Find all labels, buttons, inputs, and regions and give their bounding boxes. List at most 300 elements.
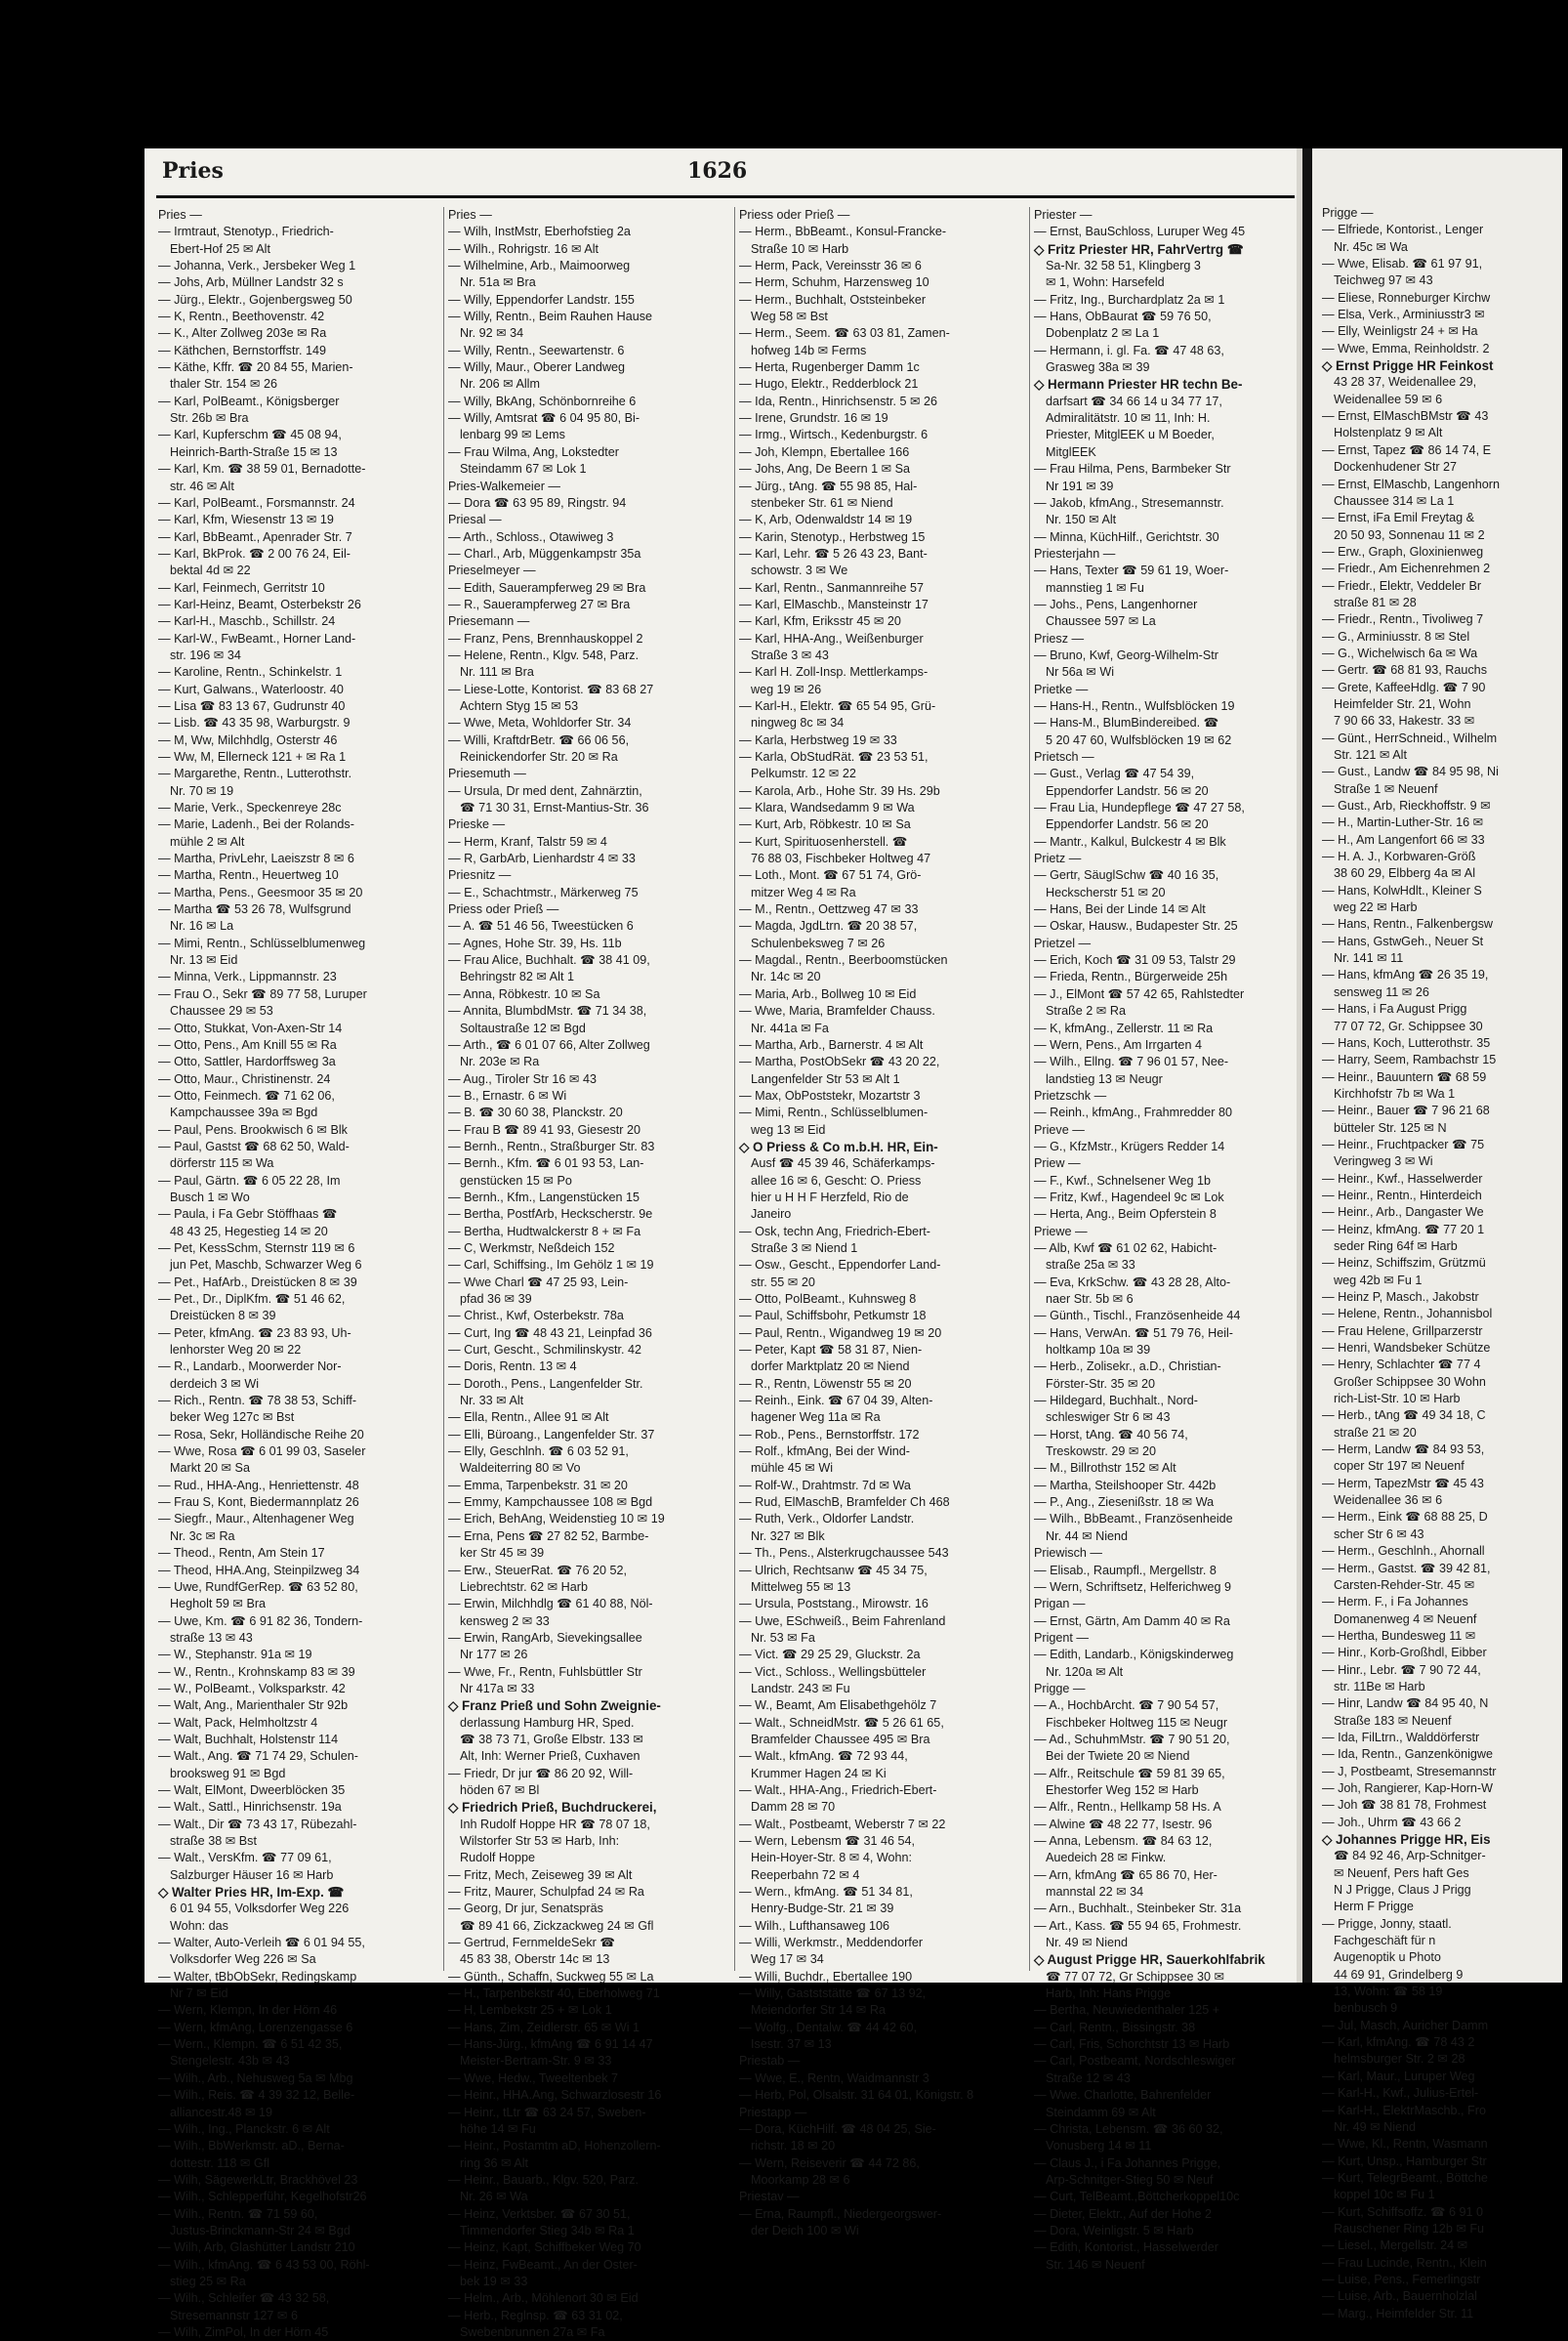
- directory-entry-line: — Minna, Verk., Lippmannstr. 23: [158, 970, 337, 984]
- directory-entry-line: — Karl, HHA-Ang., Weißenburger: [739, 631, 924, 646]
- directory-entry-line: — R., Sauerampferweg 27 ✉ Bra: [448, 597, 631, 611]
- directory-entry-line: — Herm, Schuhm, Harzensweg 10: [739, 275, 929, 290]
- directory-entry-line: — Wern, Klempn, In der Hörn 46: [158, 2003, 338, 2018]
- directory-entry-line: Prigge —: [1322, 206, 1374, 220]
- column-3: [734, 207, 1024, 2237]
- directory-entry-line: Henry-Budge-Str. 21 ✉ 39: [751, 1902, 894, 1916]
- directory-entry-line: — Herm., Eink ☎ 68 88 25, D: [1322, 1510, 1488, 1525]
- directory-entry-line: — Charl., Arb, Müggenkampstr 35a: [448, 546, 641, 561]
- directory-entry-line: — Doris, Rentn. 13 ✉ 4: [448, 1359, 577, 1374]
- directory-entry-line: — Karl-H., Elektr. ☎ 65 54 95, Grü-: [739, 698, 936, 713]
- directory-entry-line: Rauschener Ring 12b ✉ Fu: [1334, 2221, 1485, 2236]
- directory-entry-line: dorfer Marktplatz 20 ✉ Niend: [751, 1359, 910, 1374]
- directory-entry-line: ◇ Walter Pries HR, Im-Exp. ☎: [158, 1885, 345, 1901]
- directory-entry-line: — Mimi, Rentn., Schlüsselblumen-: [739, 1106, 928, 1120]
- directory-entry-line: — Ad., SchuhmMstr. ☎ 7 90 51 20,: [1034, 1732, 1230, 1746]
- directory-entry-line: — Marie, Verk., Speckenreye 28c: [158, 801, 342, 815]
- directory-entry-line: — Karla, ObStudRät. ☎ 23 53 51,: [739, 750, 928, 764]
- directory-entry-line: — Jul, Masch, Auricher Damm: [1322, 2018, 1489, 2032]
- directory-entry-line: — Alfr., Rentn., Hellkamp 58 Hs. A: [1034, 1800, 1221, 1815]
- directory-entry-line: Nr. 150 ✉ Alt: [1046, 513, 1117, 527]
- directory-entry-line: 13, Wohn: ☎ 58 19: [1334, 1985, 1443, 1999]
- directory-entry-line: — Herb., Reglnsp. ☎ 63 31 02,: [448, 2308, 623, 2322]
- directory-entry-line: Grasweg 38a ✉ 39: [1046, 360, 1150, 375]
- directory-entry-line: — Helene, Rentn., Klgv. 548, Parz.: [448, 648, 640, 662]
- directory-entry-line: Weidenallee 36 ✉ 6: [1334, 1493, 1443, 1508]
- directory-entry-line: — Karl, Kupferschm ☎ 45 08 94,: [158, 428, 342, 442]
- directory-entry-line: ✉ 1, Wohn: Harsefeld: [1046, 275, 1165, 290]
- directory-entry-line: Rudolf Hoppe: [460, 1851, 536, 1865]
- directory-entry-line: — Wilh, ZimPol, In der Hörn 45: [158, 2324, 329, 2339]
- directory-entry-line: ◇ Hermann Priester HR techn Be-: [1034, 377, 1243, 393]
- directory-entry-line: ◇ O Priess & Co m.b.H. HR, Ein-: [739, 1139, 938, 1154]
- directory-entry-line: pfad 36 ✉ 39: [460, 1292, 532, 1306]
- directory-entry-line: — Maria, Arb., Bollweg 10 ✉ Eid: [739, 986, 917, 1001]
- directory-entry-line: Holstenplatz 9 ✉ Alt: [1334, 426, 1443, 440]
- directory-entry-line: — Margarethe, Rentn., Lutterothstr.: [158, 767, 352, 781]
- directory-entry-line: Bramfelder Chaussee 495 ✉ Bra: [751, 1732, 930, 1746]
- directory-entry-line: — Herm., BbBeamt., Konsul-Francke-: [739, 225, 947, 239]
- directory-entry-line: — Reinh., Eink. ☎ 67 04 39, Alten-: [739, 1394, 933, 1408]
- directory-entry-line: höden 67 ✉ Bl: [460, 1782, 540, 1797]
- directory-entry-line: — Herm, TapezMstr ☎ 45 43: [1322, 1476, 1484, 1490]
- directory-entry-line: — Erna, Raumpfl., Niedergeorgswer-: [739, 2206, 942, 2221]
- directory-entry-line: — Erna, Pens ☎ 27 82 52, Barmbe-: [448, 1528, 649, 1543]
- directory-entry-line: Nr 7 ✉ Eid: [170, 1986, 228, 2001]
- directory-entry-line: — Jürg., Elektr., Gojenbergsweg 50: [158, 292, 352, 307]
- directory-entry-line: — Klara, Wandsedamm 9 ✉ Wa: [739, 801, 915, 815]
- directory-entry-line: Nr. 49 ✉ Niend: [1334, 2119, 1417, 2134]
- directory-entry-line: Stresemannstr 127 ✉ 6: [170, 2308, 298, 2322]
- directory-entry-line: — Curt, TelBeamt.,Böttcherkoppel10c: [1034, 2190, 1240, 2204]
- directory-entry-line: — Uwe, ESchweiß., Beim Fahrenland: [739, 1613, 946, 1628]
- directory-entry-line: ◇ Ernst Prigge HR Feinkost: [1322, 358, 1494, 374]
- directory-entry-line: Behringstr 82 ✉ Alt 1: [460, 970, 574, 984]
- directory-entry-line: — Walter, tBbObSekr, Redingskamp: [158, 1969, 357, 1984]
- directory-entry-line: — Walt, Ang., Marienthaler Str 92b: [158, 1698, 349, 1713]
- directory-entry-line: — Willi, KraftdrBetr. ☎ 66 06 56,: [448, 732, 630, 747]
- directory-entry-line: Waldeiterring 80 ✉ Vo: [460, 1461, 581, 1476]
- directory-entry-line: — Horst, tAng. ☎ 40 56 74,: [1034, 1427, 1188, 1442]
- directory-entry-line: — Herm., Seem. ☎ 63 03 81, Zamen-: [739, 326, 950, 341]
- directory-entry-line: — Günt., HerrSchneid., Wilhelm: [1322, 731, 1498, 745]
- directory-entry-line: — Theod, HHA.Ang, Steinpilzweg 34: [158, 1563, 360, 1577]
- directory-entry-line: — Heinz P, Masch., Jakobstr: [1322, 1290, 1479, 1304]
- directory-entry-line: — Hans, Koch, Lutterothstr. 35: [1322, 1035, 1491, 1050]
- directory-entry-line: — Fritz, Maurer, Schulpfad 24 ✉ Ra: [448, 1885, 644, 1900]
- directory-entry-line: — Arth., ☎ 6 01 07 66, Alter Zollweg: [448, 1037, 650, 1052]
- directory-entry-line: — Walt., HHA-Ang., Friedrich-Ebert-: [739, 1782, 937, 1797]
- directory-entry-line: — Magda, JgdLtrn. ☎ 20 38 57,: [739, 919, 918, 934]
- directory-entry-line: Priestapp —: [739, 2105, 807, 2119]
- directory-entry-line: — Ernst, ElMaschb, Langenhorn: [1322, 477, 1501, 491]
- directory-entry-line: Nr. 45c ✉ Wa: [1334, 239, 1408, 254]
- directory-entry-line: — Walt., SchneidMstr. ☎ 5 26 61 65,: [739, 1715, 944, 1730]
- directory-entry-line: — K., Alter Zollweg 203e ✉ Ra: [158, 326, 327, 341]
- directory-entry-line: stieg 25 ✉ Ra: [170, 2274, 246, 2288]
- directory-entry-line: straße 13 ✉ 43: [170, 1630, 253, 1645]
- directory-entry-line: Prieve —: [1034, 1122, 1085, 1137]
- directory-entry-line: Heckscherstr 51 ✉ 20: [1046, 885, 1166, 899]
- directory-entry-line: — Eva, KrkSchw. ☎ 43 28 28, Alto-: [1034, 1275, 1231, 1289]
- directory-entry-line: — Karl, BkProk. ☎ 2 00 76 24, Eil-: [158, 546, 351, 561]
- directory-entry-line: naer Str. 5b ✉ 6: [1046, 1292, 1134, 1306]
- directory-entry-line: — Wilhelmine, Arb., Maimoorweg: [448, 259, 631, 273]
- directory-entry-line: — Jürg., tAng. ☎ 55 98 85, Hal-: [739, 479, 918, 493]
- directory-entry-line: — Elfriede, Kontorist., Lenger: [1322, 223, 1484, 237]
- directory-entry-line: — Hans-M., BlumBindereibed. ☎: [1034, 716, 1219, 731]
- directory-entry-line: — Erw., SteuerRat. ☎ 76 20 52,: [448, 1563, 627, 1577]
- next-page-column: [1322, 205, 1568, 2320]
- directory-entry-line: — Rud, ElMaschB, Bramfelder Ch 468: [739, 1495, 950, 1510]
- directory-entry-line: ◇ Friedrich Prieß, Buchdruckerei,: [448, 1800, 657, 1816]
- directory-entry-line: rich-List-Str. 10 ✉ Harb: [1334, 1392, 1461, 1406]
- directory-entry-line: — Karl, Kfm, Wiesenstr 13 ✉ 19: [158, 513, 334, 527]
- directory-entry-line: landstieg 13 ✉ Neugr: [1046, 1071, 1163, 1086]
- directory-entry-line: — Joh., Uhrm ☎ 43 66 2: [1322, 1815, 1462, 1829]
- directory-entry-line: — Doroth., Pens., Langenfelder Str.: [448, 1376, 643, 1391]
- directory-entry-line: Meiendorfer Str 14 ✉ Ra: [751, 2003, 886, 2018]
- directory-entry-line: — Loth., Mont. ☎ 67 51 74, Grö-: [739, 868, 922, 883]
- directory-entry-line: — Heinr., Rentn., Hinterdeich: [1322, 1188, 1482, 1202]
- directory-entry-line: Damm 28 ✉ 70: [751, 1800, 836, 1815]
- directory-entry-line: — Martha, Rentn., Heuertweg 10: [158, 868, 339, 883]
- directory-entry-line: Heinrich-Barth-Straße 15 ✉ 13: [170, 444, 338, 459]
- directory-entry-line: — Karl, Km. ☎ 38 59 01, Bernadotte-: [158, 462, 366, 477]
- directory-entry-line: jun Pet, Maschb, Schwarzer Weg 6: [170, 1258, 362, 1273]
- directory-entry-line: — Siegfr., Maur., Altenhagener Weg: [158, 1512, 354, 1526]
- directory-entry-line: — Marie, Ladenh., Bei der Rolands-: [158, 817, 354, 832]
- directory-entry-line: — G., KfzMstr., Krügers Redder 14: [1034, 1139, 1225, 1153]
- directory-entry-line: Hegholt 59 ✉ Bra: [170, 1597, 267, 1611]
- directory-entry-line: Priester —: [1034, 208, 1093, 222]
- directory-entry-line: — Hans, ObBaurat ☎ 59 76 50,: [1034, 310, 1212, 324]
- directory-entry-line: Steindamm 69 ✉ Alt: [1046, 2105, 1156, 2119]
- directory-entry-line: dottestr. 118 ✉ Gfl: [170, 2155, 270, 2170]
- directory-entry-line: — Oskar, Hausw., Budapester Str. 25: [1034, 919, 1238, 934]
- directory-entry-line: — Ernst, iFa Emil Freytag &: [1322, 511, 1475, 525]
- directory-entry-line: — Karl, Maur., Luruper Weg: [1322, 2069, 1475, 2083]
- directory-entry-line: — Rosa, Sekr, Holländische Reihe 20: [158, 1427, 364, 1442]
- directory-entry-line: — Hans, Bei der Linde 14 ✉ Alt: [1034, 902, 1206, 917]
- directory-entry-line: — Wilh., Schlepperführ, Kegelhofstr26: [158, 2190, 367, 2204]
- directory-entry-line: — Walt., kfmAng. ☎ 72 93 44,: [739, 1749, 908, 1764]
- directory-entry-line: Volksdorfer Weg 226 ✉ Sa: [170, 1952, 316, 1967]
- directory-entry-line: seder Ring 64f ✉ Harb: [1334, 1238, 1458, 1253]
- directory-entry-line: — Karl, PolBeamt., Forsmannstr. 24: [158, 495, 355, 510]
- directory-entry-line: — Heinz, Kapt, Schiffbeker Weg 70: [448, 2240, 641, 2255]
- directory-entry-line: Str. 146 ✉ Neuenf: [1046, 2257, 1145, 2272]
- directory-entry-line: Prigge —: [1034, 1681, 1086, 1695]
- directory-entry-line: Priesterjahn —: [1034, 546, 1116, 561]
- directory-entry-line: — Hans, KolwHdlt., Kleiner S: [1322, 883, 1482, 898]
- directory-entry-line: — Carl, Schiffsing., Im Gehölz 1 ✉ 19: [448, 1258, 654, 1273]
- directory-entry-line: — Gust., Arb, Rieckhoffstr. 9 ✉: [1322, 799, 1491, 814]
- directory-entry-line: Priesemuth —: [448, 767, 526, 781]
- directory-entry-line: — Wilh., Rentn. ☎ 71 59 60,: [158, 2206, 318, 2221]
- directory-entry-line: — Karl, Rentn., Sanmannreihe 57: [739, 580, 925, 595]
- running-head-name: Pries: [162, 158, 224, 184]
- directory-entry-line: — Herm., Geschlnh., Ahornall: [1322, 1544, 1485, 1559]
- directory-entry-line: — Anna, Röbkestr. 10 ✉ Sa: [448, 986, 600, 1001]
- directory-entry-line: Augenoptik u Photo: [1334, 1950, 1441, 1965]
- directory-entry-line: — M., Billrothstr 152 ✉ Alt: [1034, 1461, 1176, 1476]
- directory-entry-line: — Friedr, Dr jur ☎ 86 20 92, Will-: [448, 1766, 634, 1780]
- directory-entry-line: Pries-Walkemeier —: [448, 479, 560, 493]
- directory-entry-line: — Ernst, Tapez ☎ 86 14 74, E: [1322, 442, 1491, 457]
- directory-entry-line: — Otto, Pens., Am Knill 55 ✉ Ra: [158, 1037, 337, 1052]
- directory-entry-line: Admiralitätstr. 10 ✉ 11, Inh: H.: [1046, 411, 1211, 426]
- directory-entry-line: — Willy, Maur., Oberer Landweg: [448, 360, 626, 375]
- directory-entry-line: Nr 191 ✉ 39: [1046, 479, 1114, 493]
- directory-entry-line: — Friedr., Elektr, Veddeler Br: [1322, 578, 1482, 593]
- directory-entry-line: — W., Stephanstr. 91a ✉ 19: [158, 1648, 312, 1662]
- directory-entry-line: — Willy, BkAng, Schönbornreihe 6: [448, 394, 637, 408]
- directory-entry-line: — Paula, i Fa Gebr Stöffhaas ☎: [158, 1207, 338, 1222]
- directory-entry-line: Dreistücken 8 ✉ 39: [170, 1309, 276, 1323]
- directory-entry-line: — Karl, Kfm, Eriksstr 45 ✉ 20: [739, 614, 901, 629]
- directory-entry-line: — Reinh., kfmAng., Frahmredder 80: [1034, 1106, 1232, 1120]
- directory-entry-line: bektal 4d ✉ 22: [170, 564, 251, 578]
- directory-entry-line: str. 11Be ✉ Harb: [1334, 1679, 1425, 1693]
- directory-entry-line: — A., HochbArcht. ☎ 7 90 54 57,: [1034, 1698, 1219, 1713]
- directory-entry-line: — Herm., Buchhalt, Oststeinbeker: [739, 292, 927, 307]
- directory-page: [144, 148, 1302, 2339]
- directory-entry-line: — Alfr., Reitschule ☎ 59 81 39 65,: [1034, 1766, 1225, 1780]
- directory-entry-line: Prigent —: [1034, 1630, 1089, 1645]
- directory-entry-line: — Karl, PolBeamt., Königsberger: [158, 394, 340, 408]
- directory-entry-line: — Curt, Ing ☎ 48 43 21, Leinpfad 36: [448, 1325, 652, 1340]
- directory-entry-line: — Aug., Tiroler Str 16 ✉ 43: [448, 1071, 597, 1086]
- directory-entry-line: — Edith, Kontorist., Hasselwerder: [1034, 2240, 1218, 2255]
- directory-entry-line: Prietsch —: [1034, 750, 1094, 764]
- directory-entry-line: — Herb., Zolisekr., a.D., Christian-: [1034, 1359, 1221, 1374]
- directory-entry-line: — Vict. ☎ 29 25 29, Gluckstr. 2a: [739, 1648, 921, 1662]
- directory-entry-line: — Elly, Geschlnh. ☎ 6 03 52 91,: [448, 1444, 629, 1459]
- directory-entry-line: Nr 56a ✉ Wi: [1046, 665, 1115, 680]
- directory-entry-line: — Herm., Gastst. ☎ 39 42 81,: [1322, 1561, 1491, 1575]
- directory-entry-line: — Wern., kfmAng. ☎ 51 34 81,: [739, 1885, 913, 1900]
- directory-entry-line: — Karl-H., ElektrMaschb., Fro: [1322, 2103, 1486, 2117]
- directory-entry-line: bek 19 ✉ 33: [460, 2274, 528, 2288]
- directory-entry-line: — Karl-H., Kwf., Julius-Ertel-: [1322, 2086, 1479, 2101]
- directory-entry-line: Alt, Inh: Werner Prieß, Cuxhaven: [460, 1749, 640, 1764]
- directory-entry-line: lenhorster Weg 20 ✉ 22: [170, 1343, 302, 1358]
- directory-entry-line: — Lisa ☎ 83 13 67, Gudrunstr 40: [158, 698, 346, 713]
- directory-entry-line: — Wwe, E., Rentn, Waidmannstr 3: [739, 2070, 929, 2085]
- directory-entry-line: — Wwe, Emma, Reinholdstr. 2: [1322, 341, 1490, 355]
- directory-entry-line: Priewe —: [1034, 1224, 1088, 1238]
- directory-entry-line: — Georg, Dr jur, Senatspräs: [448, 1902, 603, 1916]
- directory-entry-line: alliancestr.48 ✉ 19: [170, 2105, 273, 2119]
- directory-entry-line: — Otto, Feinmech. ☎ 71 62 06,: [158, 1088, 335, 1103]
- directory-entry-line: Priewisch —: [1034, 1546, 1102, 1561]
- directory-entry-line: — Otto, Sattler, Hardorffsweg 3a: [158, 1055, 336, 1069]
- directory-entry-line: straße 21 ✉ 20: [1334, 1425, 1417, 1440]
- directory-entry-line: — Heinz, Verktsber. ☎ 67 30 51,: [448, 2206, 631, 2221]
- directory-entry-line: — Willy, Eppendorfer Landstr. 155: [448, 292, 635, 307]
- directory-entry-line: — Martha, PrivLehr, Laeiszstr 8 ✉ 6: [158, 852, 354, 866]
- directory-entry-line: Nr. 203e ✉ Ra: [460, 1055, 540, 1069]
- directory-entry-line: höhe 14 ✉ Fu: [460, 2121, 536, 2136]
- directory-entry-line: — Paul, Gastst ☎ 68 62 50, Wald-: [158, 1139, 350, 1153]
- directory-entry-line: — K, Arb, Odenwaldstr 14 ✉ 19: [739, 513, 913, 527]
- directory-entry-line: Schulenbeksweg 7 ✉ 26: [751, 936, 886, 950]
- directory-entry-line: — Otto, Maur., Christinenstr. 24: [158, 1071, 331, 1086]
- directory-entry-line: — Wwe, Maria, Bramfelder Chauss.: [739, 1004, 935, 1019]
- directory-entry-line: — G., Arminiusstr. 8 ✉ Stel: [1322, 629, 1470, 644]
- directory-entry-line: — Annita, BlumbdMstr. ☎ 71 34 38,: [448, 1004, 647, 1019]
- directory-entry-line: Domanenweg 4 ✉ Neuenf: [1334, 1611, 1477, 1626]
- directory-entry-line: — Willi, Werkmstr., Meddendorfer: [739, 1936, 924, 1950]
- directory-entry-line: Str. 26b ✉ Bra: [170, 411, 249, 426]
- directory-entry-line: Treskowstr. 29 ✉ 20: [1046, 1444, 1156, 1459]
- directory-entry-line: Ehestorfer Weg 152 ✉ Harb: [1046, 1782, 1199, 1797]
- directory-entry-line: — Frau Hilma, Pens, Barmbeker Str: [1034, 462, 1231, 477]
- directory-entry-line: bütteler Str. 125 ✉ N: [1334, 1120, 1447, 1135]
- directory-entry-line: — Friedr., Am Eichenrehmen 2: [1322, 562, 1491, 576]
- directory-entry-line: ◇ Johannes Prigge HR, Eis: [1322, 1832, 1491, 1847]
- directory-entry-line: — Bertha, PostfArb, Heckscherstr. 9e: [448, 1207, 653, 1222]
- directory-entry-line: — Kurt, Schiffsoffz. ☎ 6 91 0: [1322, 2204, 1484, 2219]
- directory-entry-line: Teichweg 97 ✉ 43: [1334, 273, 1433, 288]
- directory-entry-line: — Willi, Buchdr., Ebertallee 190: [739, 1969, 913, 1984]
- directory-entry-line: Steindamm 67 ✉ Lok 1: [460, 462, 587, 477]
- directory-entry-line: Pries —: [448, 208, 492, 222]
- directory-entry-line: — Irmg., Wirtsch., Kedenburgstr. 6: [739, 428, 928, 442]
- directory-entry-line: — Heinr., Arb., Dangaster We: [1322, 1205, 1484, 1220]
- directory-entry-line: — Dora, KüchHilf. ☎ 48 04 25, Sie-: [739, 2121, 936, 2136]
- directory-entry-line: Bei der Twiete 20 ✉ Niend: [1046, 1749, 1190, 1764]
- directory-entry-line: — Irene, Grundstr. 16 ✉ 19: [739, 411, 888, 426]
- directory-entry-line: Priesal —: [448, 513, 502, 527]
- directory-entry-line: — Mantr., Kalkul, Bulckestr 4 ✉ Blk: [1034, 834, 1226, 849]
- directory-entry-line: — Max, ObPoststekr, Mozartstr 3: [739, 1088, 921, 1103]
- directory-entry-line: — R., Landarb., Moorwerder Nor-: [158, 1359, 342, 1374]
- directory-entry-line: — Ida, Rentn., Ganzenkönigwe: [1322, 1747, 1494, 1762]
- directory-entry-line: Mittelweg 55 ✉ 13: [751, 1579, 851, 1594]
- directory-entry-line: sensweg 11 ✉ 26: [1334, 984, 1429, 999]
- directory-entry-line: — Emma, Tarpenbekstr. 31 ✉ 20: [448, 1478, 628, 1492]
- directory-entry-line: — Wwe, Meta, Wohldorfer Str. 34: [448, 716, 632, 731]
- directory-entry-line: — Henri, Wandsbeker Schütze: [1322, 1341, 1491, 1356]
- directory-entry-line: — Otto, Stukkat, Von-Axen-Str 14: [158, 1021, 343, 1035]
- directory-entry-line: — Walt, ElMont, Dweerblöcken 35: [158, 1782, 346, 1797]
- directory-entry-line: — Hans, VerwAn. ☎ 51 79 76, Heil-: [1034, 1325, 1233, 1340]
- directory-entry-line: — Karl, ElMaschb., Mansteinstr 17: [739, 597, 928, 611]
- directory-entry-line: Prietzschk —: [1034, 1088, 1107, 1103]
- directory-entry-line: Hein-Hoyer-Str. 8 ✉ 4, Wohn:: [751, 1851, 913, 1865]
- directory-entry-line: Kirchhofstr 7b ✉ Wa 1: [1334, 1086, 1456, 1101]
- directory-entry-line: — Liese-Lotte, Kontorist. ☎ 83 68 27: [448, 682, 654, 696]
- directory-entry-line: beker Weg 127c ✉ Bst: [170, 1410, 295, 1425]
- directory-entry-line: — R, GarbArb, Lienhardstr 4 ✉ 33: [448, 852, 636, 866]
- directory-entry-line: — Fritz, Ing., Burchardplatz 2a ✉ 1: [1034, 292, 1225, 307]
- directory-entry-line: 43 28 37, Weidenallee 29,: [1334, 375, 1477, 390]
- directory-entry-line: — Helm., Arb., Möhlenort 30 ✉ Eid: [448, 2291, 639, 2306]
- directory-entry-line: Nr. 53 ✉ Fa: [751, 1630, 815, 1645]
- directory-entry-line: — Paul, Pens. Brookwisch 6 ✉ Blk: [158, 1122, 348, 1137]
- directory-entry-line: — K, kfmAng., Zellerstr. 11 ✉ Ra: [1034, 1021, 1214, 1035]
- directory-entry-line: Carsten-Rehder-Str. 45 ✉: [1334, 1577, 1475, 1592]
- directory-entry-line: kensweg 2 ✉ 33: [460, 1613, 550, 1628]
- directory-entry-line: Meister-Bertram-Str. 9 ✉ 33: [460, 2054, 612, 2069]
- directory-entry-line: helmsburger Str. 2 ✉ 28: [1334, 2052, 1465, 2067]
- directory-entry-line: scher Str 6 ✉ 43: [1334, 1526, 1424, 1541]
- directory-entry-line: — Heinr., Bauarb., Klgv. 520, Parz.: [448, 2172, 640, 2187]
- directory-entry-line: ningweg 8c ✉ 34: [751, 716, 845, 731]
- directory-entry-line: — Walt, Buchhalt, Holstenstr 114: [158, 1732, 339, 1746]
- directory-entry-line: — Ida, FilLtrn., Walddörferstr: [1322, 1730, 1480, 1744]
- directory-entry-line: — Heinz, Schiffszim, Grützmü: [1322, 1256, 1486, 1271]
- directory-entry-line: genstücken 15 ✉ Po: [460, 1173, 572, 1188]
- directory-entry-line: ☎ 38 73 71, Große Elbstr. 133 ✉: [460, 1732, 643, 1746]
- directory-entry-line: 44 69 91, Grindelberg 9: [1334, 1967, 1464, 1982]
- directory-entry-line: 20 50 93, Sonnenau 11 ✉ 2: [1334, 527, 1485, 542]
- directory-entry-line: — Hans, kfmAng ☎ 26 35 19,: [1322, 968, 1489, 982]
- directory-entry-line: — Carl, Rentn., Bissingstr. 38: [1034, 2020, 1196, 2034]
- directory-entry-line: — Rud., HHA-Ang., Henriettenstr. 48: [158, 1478, 359, 1492]
- directory-entry-line: — Wern, Schriftsetz, Helferichweg 9: [1034, 1579, 1232, 1594]
- directory-entry-line: — Carl, Fris, Schorchtstr 13 ✉ Harb: [1034, 2037, 1230, 2052]
- directory-entry-line: — Wern, Pens., Am Irrgarten 4: [1034, 1037, 1202, 1052]
- directory-entry-line: — G., Wichelwisch 6a ✉ Wa: [1322, 646, 1478, 660]
- directory-entry-line: ☎ 84 92 46, Arp-Schnitger-: [1334, 1849, 1486, 1863]
- directory-entry-line: — W., Rentn., Krohnskamp 83 ✉ 39: [158, 1664, 355, 1679]
- directory-entry-line: — Erich, BehAng, Weidenstieg 10 ✉ 19: [448, 1512, 665, 1526]
- directory-entry-line: — Heinr., tLtr ☎ 63 24 57, Sweben-: [448, 2105, 646, 2119]
- directory-entry-line: — W., PolBeamt., Volksparkstr. 42: [158, 1681, 346, 1695]
- directory-entry-line: 5 20 47 60, Wulfsblöcken 19 ✉ 62: [1046, 732, 1232, 747]
- directory-entry-line: Soltaustraße 12 ✉ Bgd: [460, 1021, 586, 1035]
- directory-entry-line: — Hinr., Lebr. ☎ 7 90 72 44,: [1322, 1662, 1481, 1677]
- directory-entry-line: — Erwin, Milchhdlg ☎ 61 40 88, Nöl-: [448, 1597, 653, 1611]
- directory-entry-line: — Fritz, Kwf., Hagendeel 9c ✉ Lok: [1034, 1190, 1224, 1204]
- directory-entry-line: — Wilh., BbWerkmstr. aD., Berna-: [158, 2139, 345, 2153]
- directory-entry-line: Landstr. 243 ✉ Fu: [751, 1681, 850, 1695]
- directory-entry-line: ◇ Franz Prieß und Sohn Zweignie-: [448, 1698, 661, 1714]
- directory-entry-line: Justus-Brinckmann-Str 24 ✉ Bgd: [170, 2223, 351, 2237]
- directory-entry-line: — Dora ☎ 63 95 89, Ringstr. 94: [448, 495, 627, 510]
- directory-entry-line: Vonusberg 14 ✉ 11: [1046, 2139, 1152, 2153]
- directory-entry-line: — Jakob, kfmAng., Stresemannstr.: [1034, 495, 1224, 510]
- directory-entry-line: — Bertha, Neuwiedenthaler 125 +: [1034, 2003, 1220, 2018]
- directory-entry-line: — Hertha, Bundesweg 11 ✉: [1322, 1628, 1476, 1643]
- directory-entry-line: — B., Ernastr. 6 ✉ Wi: [448, 1088, 567, 1103]
- directory-entry-line: — Karl, Lehr. ☎ 5 26 43 23, Bant-: [739, 546, 928, 561]
- directory-entry-line: ◇ August Prigge HR, Sauerkohlfabrik: [1034, 1952, 1265, 1968]
- directory-entry-line: — Wilh., Ing., Planckstr. 6 ✉ Alt: [158, 2121, 330, 2136]
- directory-entry-line: — Bernh., Kfm., Langenstücken 15: [448, 1190, 640, 1204]
- directory-entry-line: Nr. 92 ✉ 34: [460, 326, 524, 341]
- directory-entry-line: Nr. 3c ✉ Ra: [170, 1528, 235, 1543]
- directory-entry-line: ◇ Fritz Priester HR, FahrVertrg ☎: [1034, 241, 1244, 257]
- directory-entry-line: Straße 12 ✉ 43: [1046, 2070, 1131, 2085]
- directory-entry-line: — Ella, Rentn., Allee 91 ✉ Alt: [448, 1410, 609, 1425]
- directory-entry-line: 48 43 25, Hegestieg 14 ✉ 20: [170, 1224, 328, 1238]
- directory-entry-line: — Martha, PostObSekr ☎ 43 20 22,: [739, 1055, 940, 1069]
- directory-entry-line: — Walt., Sattl., Hinrichsenstr. 19a: [158, 1800, 342, 1815]
- directory-entry-line: — B. ☎ 30 60 38, Planckstr. 20: [448, 1106, 623, 1120]
- directory-entry-line: — Kurt, Galwans., Waterloostr. 40: [158, 682, 344, 696]
- directory-entry-line: — Frau Wilma, Ang, Lokstedter: [448, 444, 619, 459]
- directory-entry-line: — Frau Helene, Grillparzerstr: [1322, 1323, 1483, 1338]
- directory-entry-line: — Martha, Steilshooper Str. 442b: [1034, 1478, 1217, 1492]
- directory-entry-line: — Paul, Rentn., Wigandweg 19 ✉ 20: [739, 1325, 942, 1340]
- directory-entry-line: Nr. 111 ✉ Bra: [460, 665, 534, 680]
- directory-entry-line: — Elli, Büroang., Langenfelder Str. 37: [448, 1427, 655, 1442]
- directory-entry-line: — Herta, Rugenberger Damm 1c: [739, 360, 920, 375]
